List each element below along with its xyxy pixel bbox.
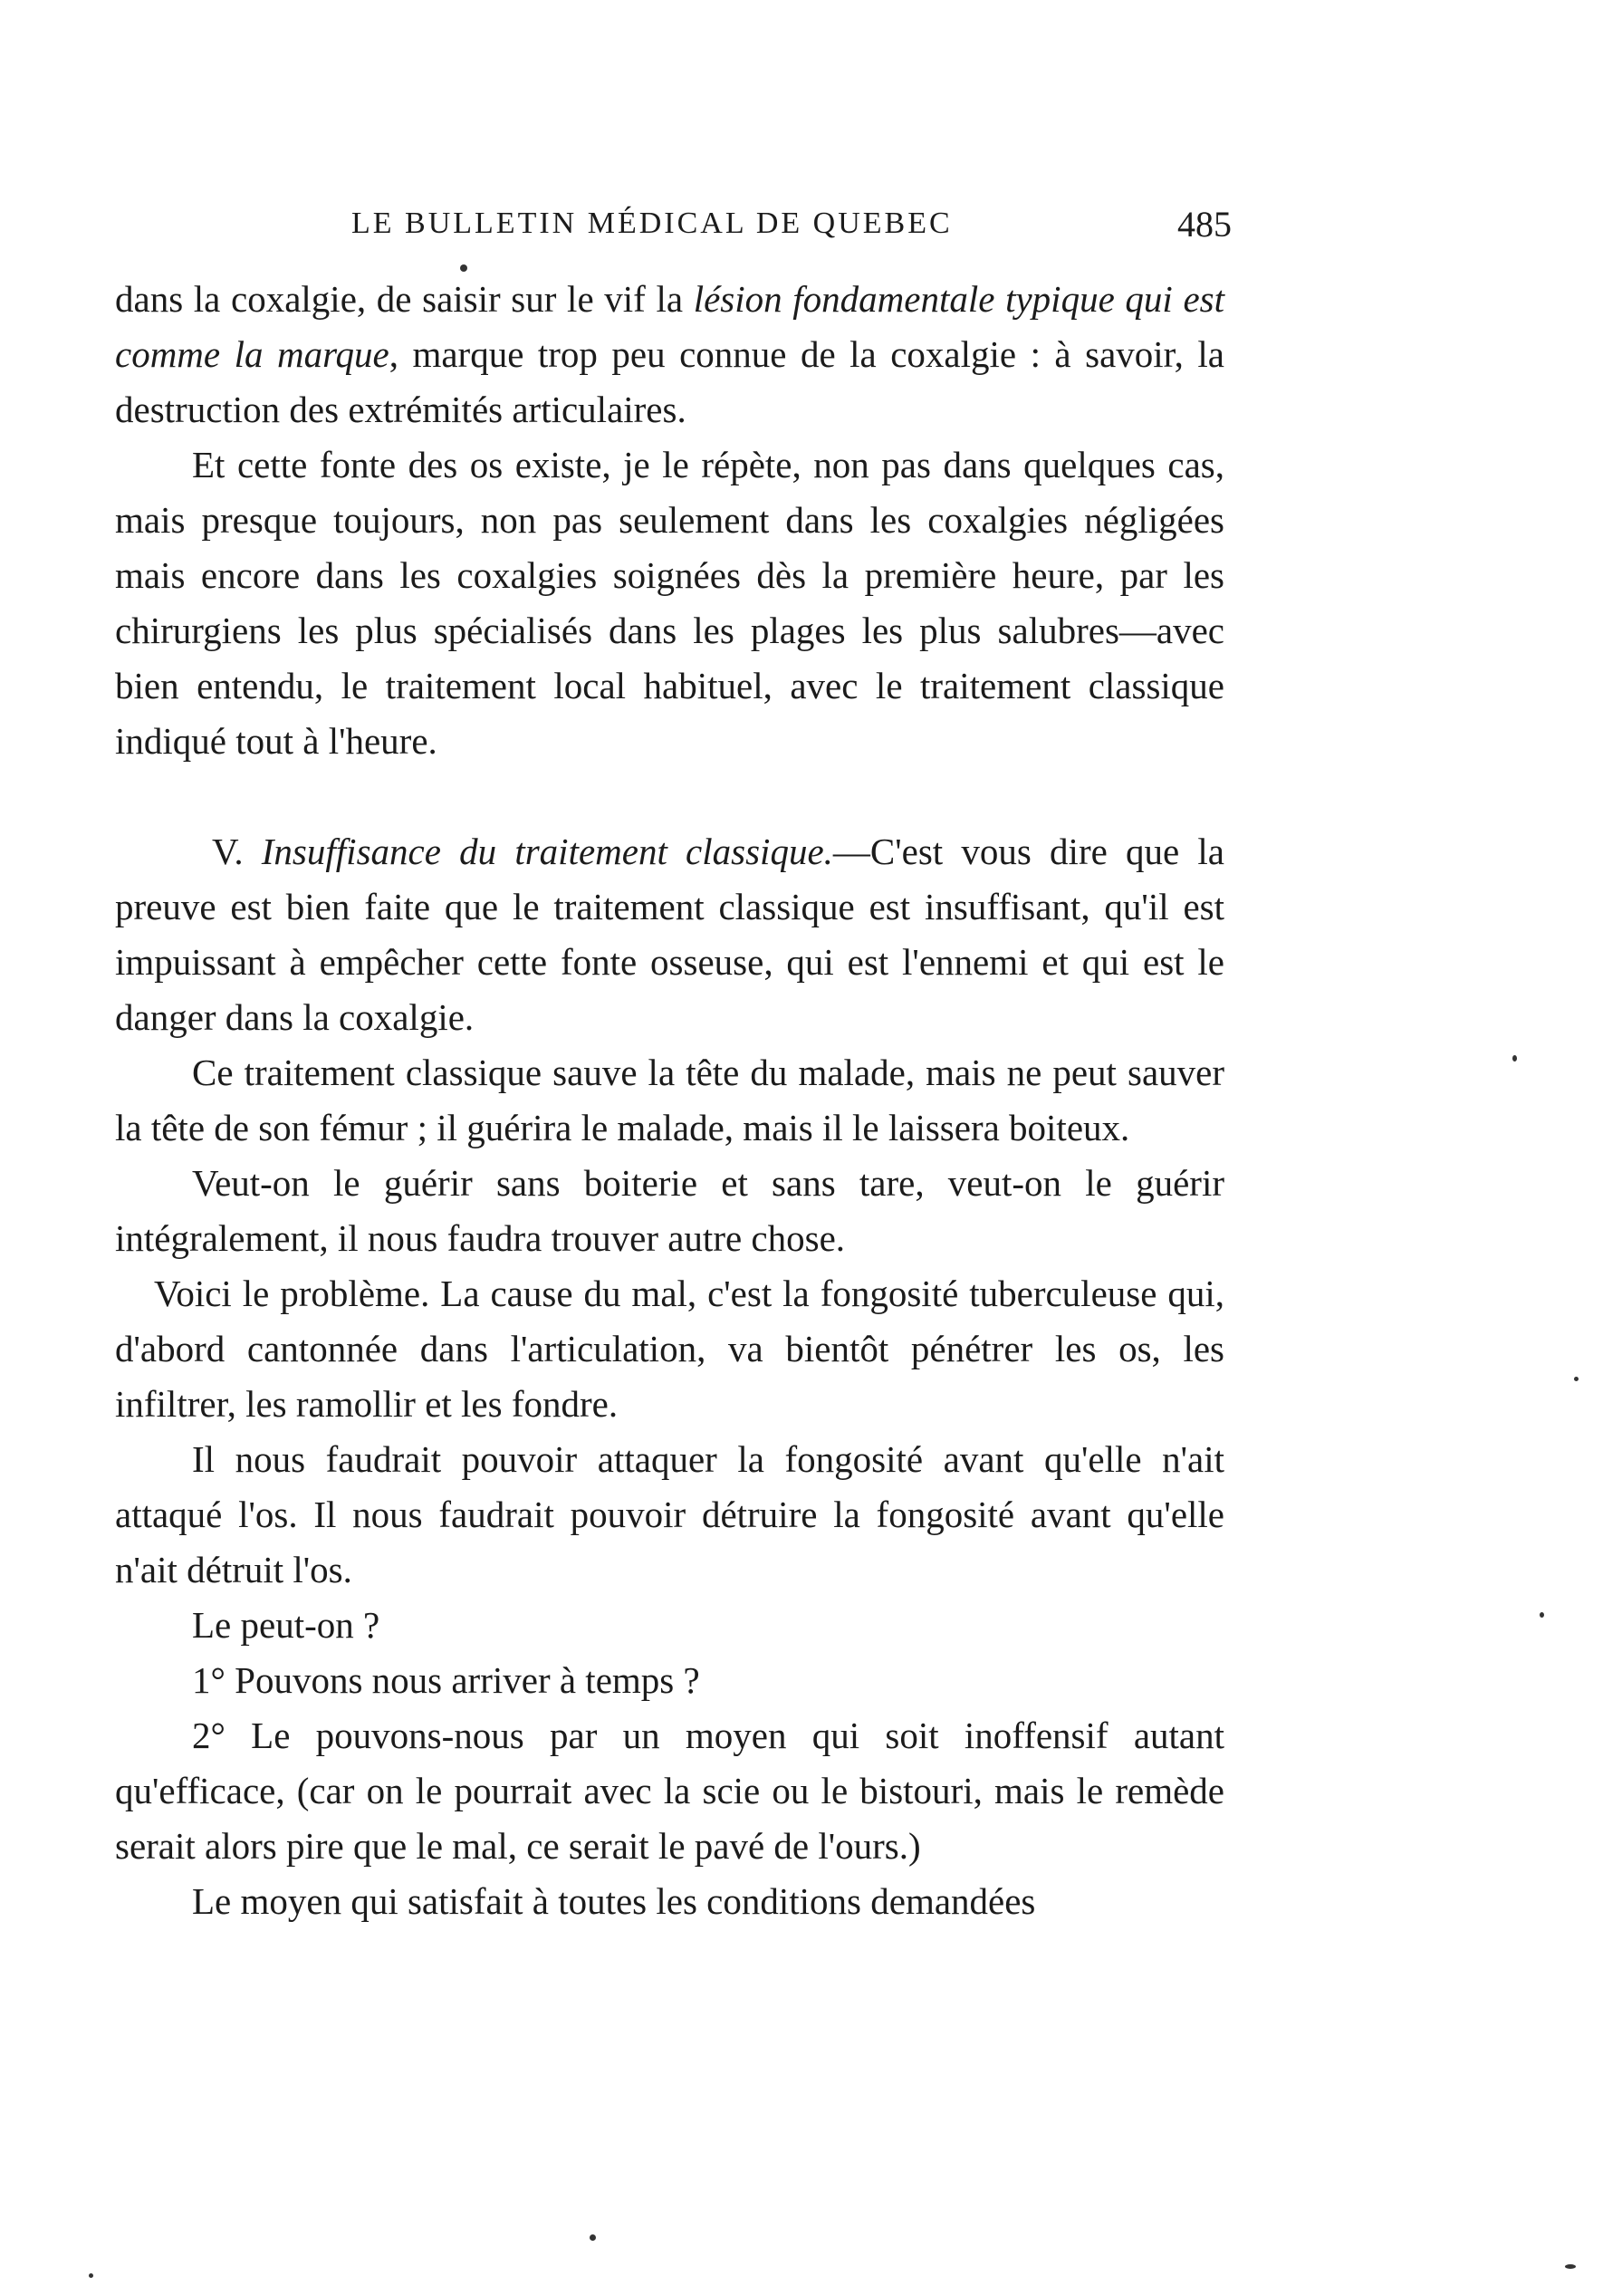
paragraph: Ce traitement classique sauve la tête du malade, mais ne peut sauver la tête de son fémur ; il guérira le malade, mais il le laissera boiteux. (115, 1052, 1224, 1148)
paragraph: 2° Le pouvons-nous par un moyen qui soit inoffensif autant qu'efficace, (car on le pourrait avec la scie ou le bistouri, mais le remède serait alors pire que le mal, ce serait le pavé de l'ours.) (115, 1715, 1224, 1867)
paragraph: Il nous faudrait pouvoir attaquer la fongosité avant qu'elle n'ait attaqué l'os. Il nous faudrait pouvoir détruire la fongosité avant qu'elle n'ait détruit l'os. (115, 1438, 1224, 1590)
scan-speck (1565, 2264, 1576, 2269)
paragraph: Veut-on le guérir sans boiterie et sans tare, veut-on le guérir intégralement, il nous faudra trouver autre chose. (115, 1162, 1224, 1259)
paragraph-continuation (115, 272, 1224, 437)
paragraph: 1° Pouvons nous arriver à temps ? (192, 1659, 700, 1701)
section-title: Insuffisance du traitement classique. (261, 831, 833, 872)
scan-speck (1574, 1377, 1579, 1381)
scan-speck (590, 2234, 596, 2241)
italic-phrase: lésion fondamentale typique qui est comme la marque (115, 278, 1224, 375)
section-paragraph (115, 824, 1224, 1045)
paragraph: Voici le problème. La cause du mal, c'est la fongosité tuberculeuse qui, d'abord cantonnée dans l'articulation, va bientôt pénétrer les os, les infiltrer, les ramollir et les fondre. (115, 1273, 1224, 1425)
body-text (115, 272, 1224, 1929)
paragraph: Et cette fonte des os existe, je le répète, non pas dans quelques cas, mais presque toujours, non pas seulement dans les coxalgies négligées mais encore dans les coxalgies soignées dès la première heure, par les chirurgiens les plus spécialisés dans les plages les plus salubres—avec bien entendu, le traitement local habituel, avec le traitement classique indiqué tout à l'heure. (115, 444, 1224, 762)
text-run: dans la coxalgie, de saisir sur le vif la (115, 278, 694, 320)
scan-speck (460, 264, 467, 272)
paragraph: Le moyen qui satisfait à toutes les conditions demandées (192, 1880, 1036, 1922)
running-title: LE BULLETIN MÉDICAL DE QUEBEC (351, 207, 953, 240)
text-run: —C'est vous dire que la preuve est bien faite que le traitement classique est insuffisant, qu'il est impuissant à empêcher cette fonte osseuse, qui est l'ennemi et qui est le danger dans la coxalgie. (115, 831, 1224, 1038)
scan-speck (89, 2273, 93, 2278)
scan-speck (1512, 1055, 1517, 1062)
text-run: , marque trop peu connue de la coxalgie : à savoir, la destruction des extrémités articulaires. (115, 333, 1224, 430)
page-number: 485 (1177, 204, 1232, 245)
section-numeral: V. (212, 831, 262, 872)
paragraph: Le peut-on ? (192, 1604, 380, 1646)
page-header (351, 204, 1248, 261)
scan-speck (1540, 1612, 1544, 1618)
